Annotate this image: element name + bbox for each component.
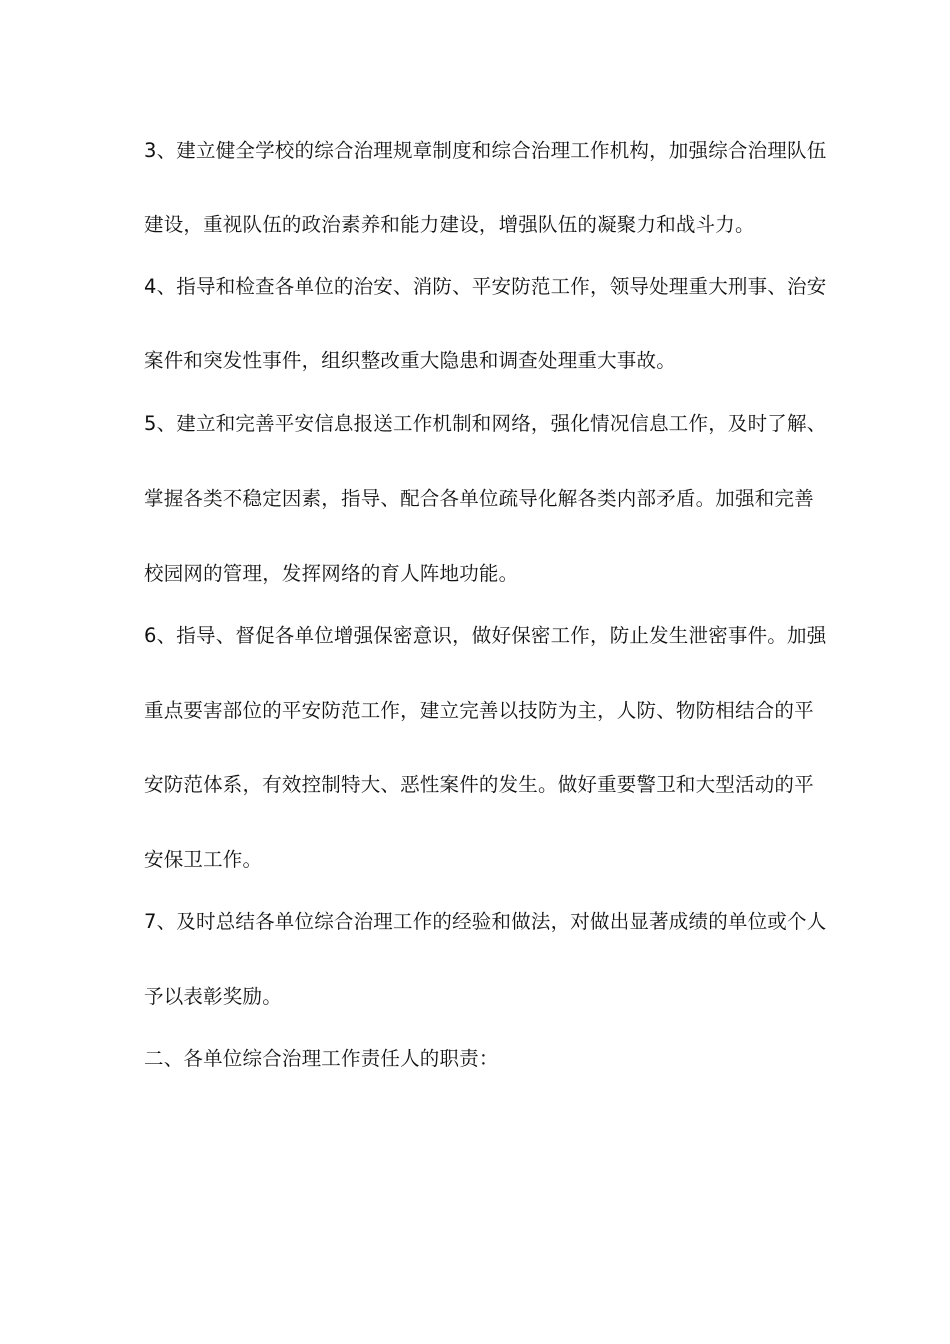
text-line: 重点要害部位的平安防范工作，建立完善以技防为主，人防、物防相结合的平 xyxy=(144,699,814,722)
text-line: 4、指导和检查各单位的治安、消防、平安防范工作，领导处理重大刑事、治安 xyxy=(144,275,827,298)
text-line: 安保卫工作。 xyxy=(144,848,263,871)
section-heading: 二、各单位综合治理工作责任人的职责： xyxy=(144,1047,499,1070)
text-line: 掌握各类不稳定因素，指导、配合各单位疏导化解各类内部矛盾。加强和完善 xyxy=(144,487,814,510)
text-line: 校园网的管理，发挥网络的育人阵地功能。 xyxy=(144,562,519,585)
text-line: 3、建立健全学校的综合治理规章制度和综合治理工作机构，加强综合治理队伍 xyxy=(144,139,827,162)
text-line: 予以表彰奖励。 xyxy=(144,985,282,1008)
text-line: 6、指导、督促各单位增强保密意识，做好保密工作，防止发生泄密事件。加强 xyxy=(144,624,827,647)
text-line: 建设，重视队伍的政治素养和能力建设，增强队伍的凝聚力和战斗力。 xyxy=(144,213,755,236)
text-line: 安防范体系，有效控制特大、恶性案件的发生。做好重要警卫和大型活动的平 xyxy=(144,773,814,796)
text-line: 5、建立和完善平安信息报送工作机制和网络，强化情况信息工作，及时了解、 xyxy=(144,412,827,435)
text-line: 案件和突发性事件，组织整改重大隐患和调查处理重大事故。 xyxy=(144,349,676,372)
text-line: 7、及时总结各单位综合治理工作的经验和做法，对做出显著成绩的单位或个人 xyxy=(144,910,827,933)
